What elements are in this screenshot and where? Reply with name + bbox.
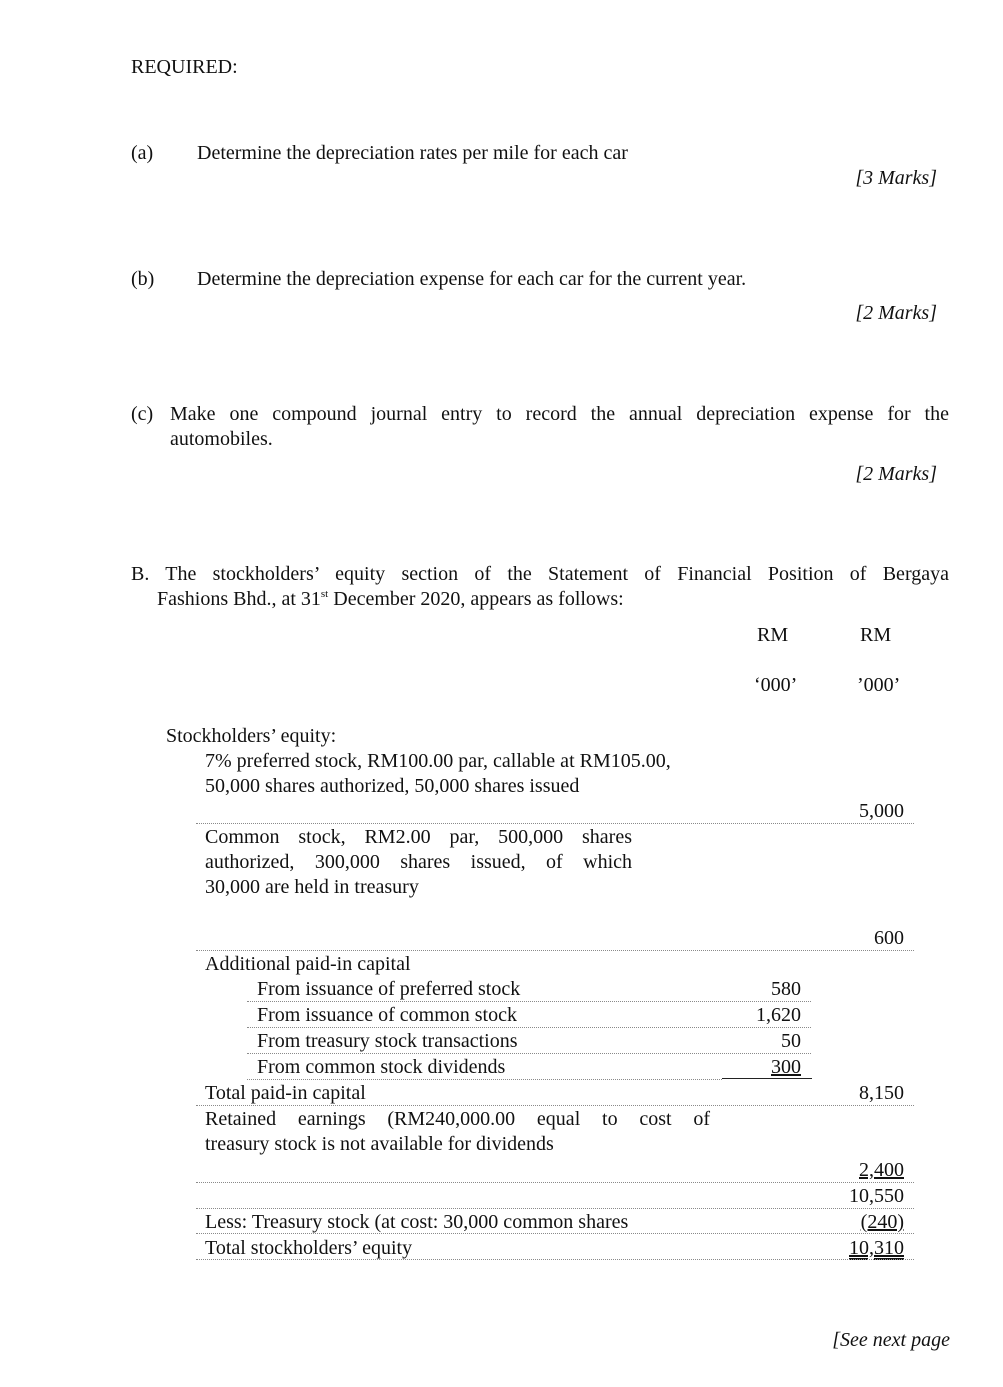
subtotal-rule xyxy=(722,1078,812,1079)
question-c-label: (c) xyxy=(131,403,154,425)
col1-unit-header: ‘000’ xyxy=(754,674,798,696)
total-paid-in-amount: 8,150 xyxy=(859,1082,904,1104)
divider xyxy=(196,1182,914,1183)
col1-currency-header: RM xyxy=(757,624,789,646)
question-b-marks: [2 Marks] xyxy=(855,302,937,324)
treasury-amount: (240) xyxy=(860,1211,904,1233)
common-line2: authorized, 300,000 shares issued, of which xyxy=(205,851,632,873)
statement-heading: Stockholders’ equity: xyxy=(166,725,337,747)
apic-heading: Additional paid-in capital xyxy=(205,953,411,975)
divider xyxy=(196,950,914,951)
divider xyxy=(196,1208,914,1209)
total-paid-in-label: Total paid-in capital xyxy=(205,1082,366,1104)
apic-item-label: From issuance of preferred stock xyxy=(257,978,521,1000)
preferred-amount: 5,000 xyxy=(859,800,904,822)
preferred-line2: 50,000 shares authorized, 50,000 shares issued xyxy=(205,775,580,797)
question-a-text: Determine the depreciation rates per mile for each car xyxy=(197,142,628,164)
retained-line1: Retained earnings (RM240,000.00 equal to cost of xyxy=(205,1108,710,1130)
divider xyxy=(247,1079,722,1080)
apic-item-amount: 580 xyxy=(771,978,801,1000)
section-b-intro-line1: B. The stockholders’ equity section of the Statement of Financial Position of Bergaya xyxy=(131,563,949,585)
question-c-line2: automobiles. xyxy=(170,428,273,450)
col2-currency-header: RM xyxy=(860,624,892,646)
question-c-line1: Make one compound journal entry to record the annual depreciation expense for the xyxy=(170,403,949,425)
section-b-intro-line2: Fashions Bhd., at 31st December 2020, appears as follows: xyxy=(157,588,624,610)
question-a-marks: [3 Marks] xyxy=(855,167,937,189)
retained-line2: treasury stock is not available for dividends xyxy=(205,1133,554,1155)
divider xyxy=(196,1233,914,1234)
common-amount: 600 xyxy=(874,927,904,949)
preferred-line1: 7% preferred stock, RM100.00 par, callable at RM105.00, xyxy=(205,750,671,772)
apic-item-amount: 300 xyxy=(771,1056,801,1078)
total-equity-amount: 10,310 xyxy=(849,1237,904,1259)
divider xyxy=(196,1105,914,1106)
divider xyxy=(247,1053,811,1054)
common-line3: 30,000 are held in treasury xyxy=(205,876,419,898)
apic-item-label: From common stock dividends xyxy=(257,1056,506,1078)
divider xyxy=(247,1027,811,1028)
total-equity-label: Total stockholders’ equity xyxy=(205,1237,413,1259)
question-c-marks: [2 Marks] xyxy=(855,463,937,485)
apic-item-amount: 50 xyxy=(781,1030,801,1052)
treasury-label: Less: Treasury stock (at cost: 30,000 common shares xyxy=(205,1211,629,1233)
subtotal-amount: 10,550 xyxy=(849,1185,904,1207)
question-a-label: (a) xyxy=(131,142,154,164)
divider xyxy=(247,1001,811,1002)
question-b-text: Determine the depreciation expense for each car for the current year. xyxy=(197,268,747,290)
question-b-label: (b) xyxy=(131,268,155,290)
see-next-page: [See next page xyxy=(832,1329,950,1351)
common-line1: Common stock, RM2.00 par, 500,000 shares xyxy=(205,826,632,848)
apic-item-label: From treasury stock transactions xyxy=(257,1030,518,1052)
required-heading: REQUIRED: xyxy=(131,56,238,78)
divider xyxy=(196,823,914,824)
divider xyxy=(196,1259,914,1260)
ordinal-suffix: st xyxy=(320,588,329,600)
apic-item-label: From issuance of common stock xyxy=(257,1004,517,1026)
col2-unit-header: ’000’ xyxy=(857,674,901,696)
apic-item-amount: 1,620 xyxy=(756,1004,801,1026)
retained-amount: 2,400 xyxy=(859,1159,904,1181)
